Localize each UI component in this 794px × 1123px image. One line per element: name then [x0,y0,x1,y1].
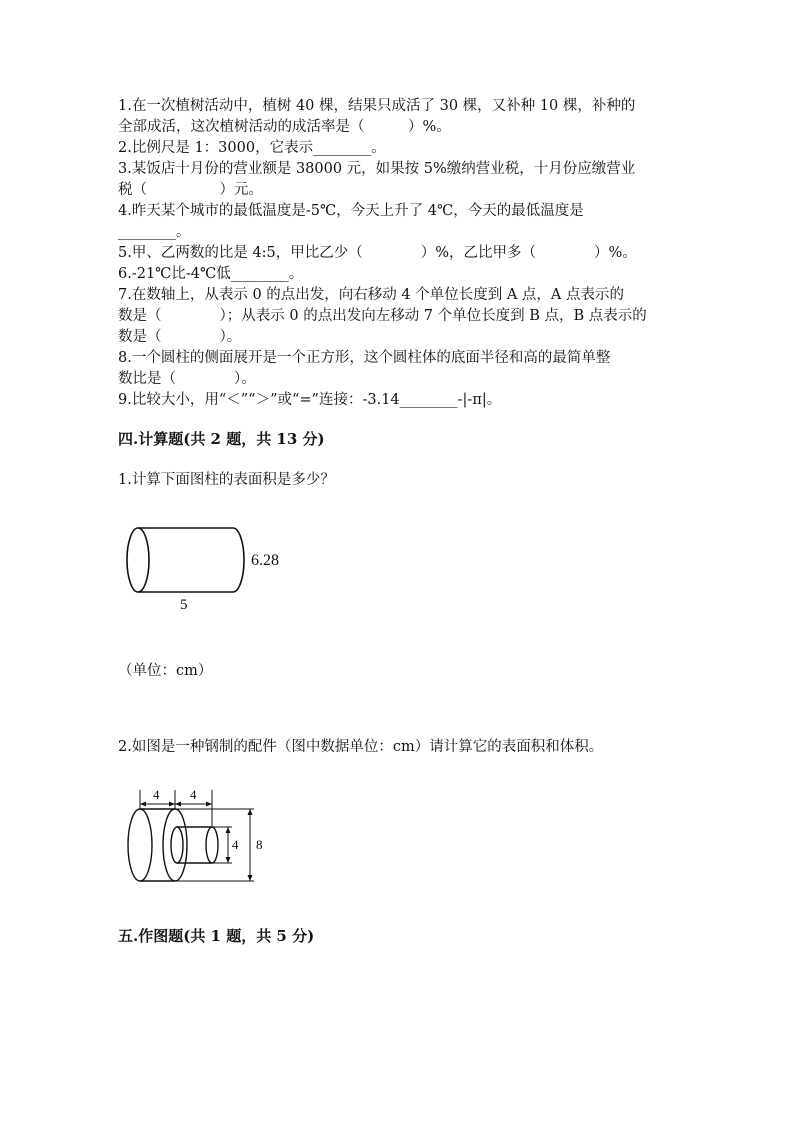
cylinder-right-end [233,528,244,592]
question-line: 全部成活，这次植树活动的成活率是（ ）%。 [118,119,451,135]
section3-questions [118,96,678,411]
question-line: 8.一个圆柱的侧面展开是一个正方形，这个圆柱体的底面半径和高的最简单整 [118,350,611,366]
cylinder-left-end [127,528,149,592]
length-label-1: 4 [153,787,160,802]
cylinder-figure [118,520,298,620]
cylinder-length-label: 5 [180,597,188,613]
unit-note: （单位：cm） [118,663,213,679]
question-line: 7.在数轴上，从表示 0 的点出发，向右移动 4 个单位长度到 A 点，A 点表示的 [118,287,624,303]
section5-heading: 五.作图题(共 1 题，共 5 分) [118,927,315,945]
small-cylinder-left-end [171,827,183,863]
question-line: 4.昨天某个城市的最低温度是-5℃，今天上升了 4℃，今天的最低温度是 [118,203,584,219]
length-label-2: 4 [190,787,197,802]
cylinder-side-label: 6.28 [251,552,279,569]
question-line: 6.-21℃比-4℃低________。 [118,266,304,282]
steel-part-figure [118,786,288,896]
question-line: 5.甲、乙两数的比是 4:5，甲比乙少（ ）%，乙比甲多（ ）%。 [118,245,637,261]
question-line: 数是（ ）；从表示 0 的点出发向左移动 7 个单位长度到 B 点，B 点表示的 [118,308,647,324]
question-line: 1.在一次植树活动中，植树 40 棵，结果只成活了 30 棵，又补种 10 棵，补种的 [118,98,636,114]
question-line: 2.比例尺是 1：3000，它表示________。 [118,140,386,156]
big-diameter-label: 8 [256,837,263,852]
small-cylinder-right-face [206,827,218,863]
calc-question-1: 1.计算下面图柱的表面积是多少？ [118,472,335,488]
section4-heading: 四.计算题(共 2 题，共 13 分) [118,430,325,448]
calc-question-2: 2.如图是一种钢制的配件（图中数据单位：cm）请计算它的表面积和体积。 [118,739,604,755]
question-line: 3.某饭店十月份的营业额是 38000 元，如果按 5%缴纳营业税，十月份应缴营业 [118,161,636,177]
question-line: ________。 [118,224,191,240]
question-line: 数是（ ）。 [118,329,242,345]
big-cylinder-left-end [128,809,152,881]
question-line: 数比是（ ）。 [118,371,256,387]
question-line: 9.比较大小，用“＜”“＞”或“=”连接：-3.14________-|-π|。 [118,392,502,408]
question-line: 税（ ）元。 [118,182,263,198]
small-diameter-label: 4 [232,837,239,852]
